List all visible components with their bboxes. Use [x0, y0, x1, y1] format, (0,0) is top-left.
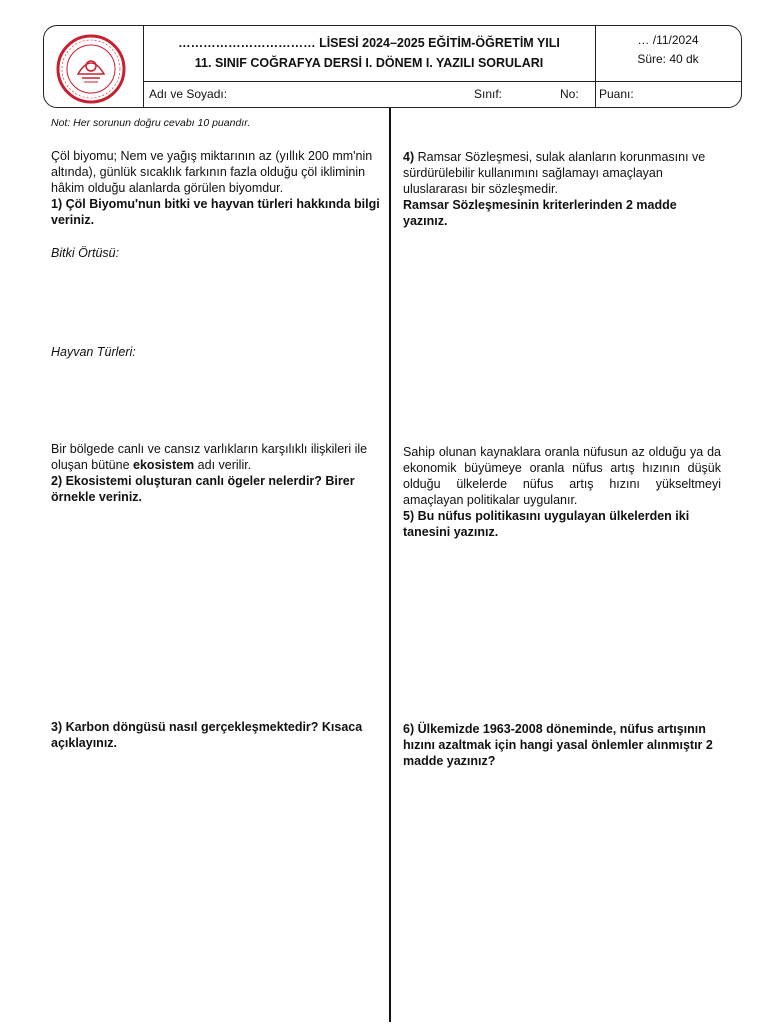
q4-number: 4) — [403, 150, 415, 164]
q1-intro: Çöl biyomu; Nem ve yağış miktarının az (yıllık 200 mm'nin altında), günlük sıcaklık farkının fazla olduğu çöl ikliminin hâkim olduğu alanlarda görülen biyomdur. — [51, 149, 373, 195]
logo-cell — [44, 26, 144, 107]
q2-intro-a: Bir bölgede canlı ve cansız varlıkların karşılıklı ilişkileri ile oluşan bütüne — [51, 442, 368, 472]
column-divider — [389, 108, 391, 1022]
student-info-row — [143, 81, 741, 107]
q4-intro-text: Ramsar Sözleşmesi, sulak alanların korunmasını ve sürdürülebilir kullanımını sağlamayı amaçlayan uluslararası bir sözleşmedir. — [403, 150, 706, 196]
q5-text: 5) Bu nüfus politikasını uygulayan ülkelerden iki tanesini yazınız. — [403, 509, 690, 539]
q2-intro-bold: ekosistem — [133, 458, 195, 472]
name-label: Adı ve Soyadı: — [149, 87, 228, 101]
q1-text: 1) Çöl Biyomu'nun bitki ve hayvan türleri hakkında bilgi veriniz. — [51, 197, 380, 227]
title-cell — [143, 26, 596, 82]
ministry-logo — [56, 34, 126, 104]
exam-date: … /11/2024 — [637, 33, 699, 47]
score-separator — [595, 81, 596, 107]
school-title: …………………………… LİSESİ 2024–2025 EĞİTİM-ÖĞRETİM YILI — [178, 36, 560, 50]
q2-intro — [51, 441, 381, 473]
q5-intro: Sahip olunan kaynaklara oranla nüfusun az olduğu ya da ekonomik büyümeye oranla nüfus artış hızının düşük olduğu ülkelerde nüfus artış hızını yükseltmeyi amaçlayan politikalar uygulanır. — [403, 445, 721, 507]
q1-plants-label: Bitki Örtüsü: — [51, 246, 120, 260]
q2-text: 2) Ekosistemi oluşturan canlı ögeler nelerdir? Birer örnekle veriniz. — [51, 474, 355, 504]
q2-intro-b: adı verilir. — [197, 458, 252, 472]
exam-title: 11. SINIF COĞRAFYA DERSİ I. DÖNEM I. YAZILI SORULARI — [194, 56, 544, 70]
q6-text: 6) Ülkemizde 1963-2008 döneminde, nüfus artışının hızını azaltmak için hangi yasal önlemler alınmıştır 2 madde yazınız? — [403, 722, 713, 768]
q1-animals-label: Hayvan Türleri: — [51, 345, 136, 359]
class-label: Sınıf: — [474, 87, 503, 101]
q4-intro — [403, 149, 721, 197]
date-cell — [595, 26, 741, 82]
q3-text: 3) Karbon döngüsü nasıl gerçekleşmektedir? Kısaca açıklayınız. — [51, 720, 363, 750]
question-1 — [51, 148, 381, 228]
question-2 — [51, 441, 381, 505]
exam-duration: Süre: 40 dk — [637, 52, 699, 66]
scoring-note: Not: Her sorunun doğru cevabı 10 puandır. — [51, 117, 251, 129]
q4-text: Ramsar Sözleşmesinin kriterlerinden 2 madde yazınız. — [403, 198, 677, 228]
question-5 — [403, 444, 721, 540]
number-label: No: — [560, 87, 579, 101]
score-label: Puanı: — [599, 87, 634, 101]
exam-header — [43, 25, 742, 108]
question-4 — [403, 149, 721, 229]
